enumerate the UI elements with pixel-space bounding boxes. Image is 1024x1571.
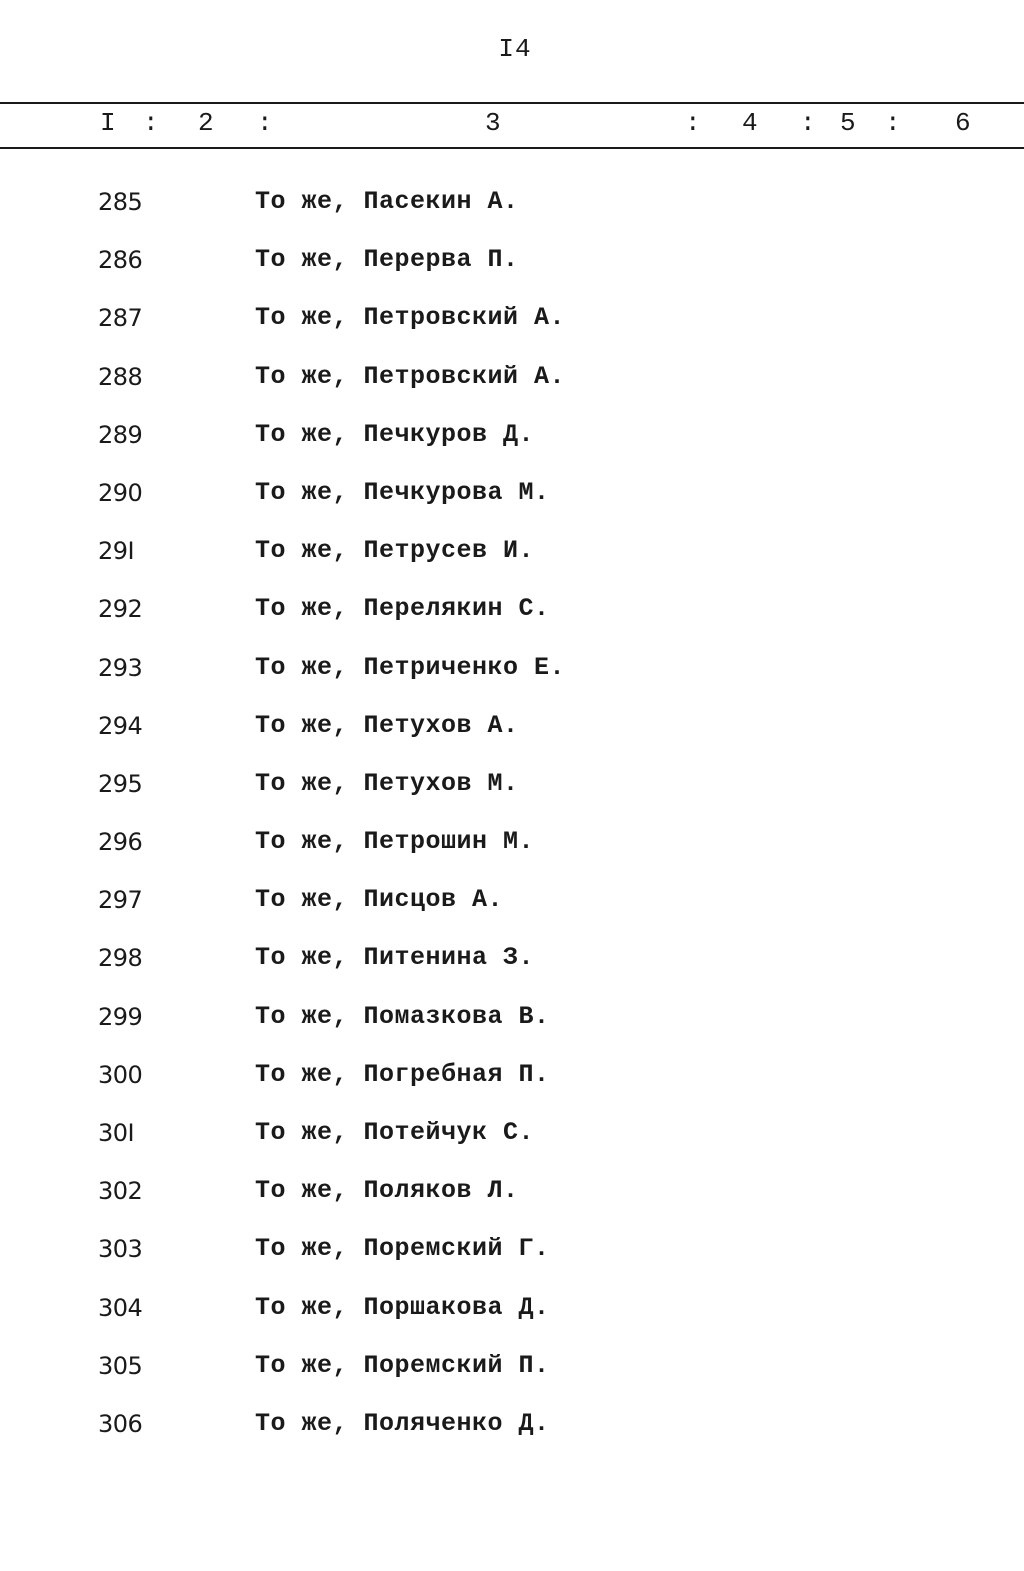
column-header-3: 3 — [485, 108, 501, 138]
row-description: То же, Питенина З. — [255, 943, 535, 973]
table-row — [0, 1113, 1024, 1171]
column-separator: : — [800, 108, 816, 138]
row-number: 306 — [98, 1409, 143, 1438]
table-row — [0, 648, 1024, 706]
table-row — [0, 473, 1024, 531]
column-header-2: 2 — [198, 108, 214, 138]
table-row — [0, 706, 1024, 764]
row-description: То же, Поремский Г. — [255, 1234, 550, 1264]
row-description: То же, Петухов А. — [255, 710, 519, 740]
table-row — [0, 822, 1024, 880]
column-separator: : — [143, 108, 159, 138]
table-body — [0, 182, 1024, 1462]
row-number: 286 — [98, 246, 143, 275]
row-number: 298 — [98, 944, 143, 973]
row-number: 290 — [98, 478, 143, 507]
table-row — [0, 1404, 1024, 1462]
row-number: 302 — [98, 1177, 143, 1206]
row-description: То же, Петровский А. — [255, 361, 566, 391]
row-number: 299 — [98, 1002, 143, 1031]
column-header-4: 4 — [742, 108, 758, 138]
table-row — [0, 182, 1024, 240]
row-number: 303 — [98, 1235, 143, 1264]
table-row — [0, 240, 1024, 298]
row-description: То же, Погребная П. — [255, 1059, 550, 1089]
table-row — [0, 357, 1024, 415]
table-header-top-rule — [0, 102, 1024, 104]
row-number: 300 — [98, 1060, 143, 1089]
row-number: 288 — [98, 362, 143, 391]
row-number: 305 — [98, 1351, 143, 1380]
row-number: 289 — [98, 420, 143, 449]
column-separator: : — [257, 108, 273, 138]
table-row — [0, 1229, 1024, 1287]
row-number: 297 — [98, 886, 143, 915]
page-number: I4 — [498, 34, 532, 64]
column-separator: : — [685, 108, 701, 138]
row-number: 295 — [98, 769, 143, 798]
table-row — [0, 938, 1024, 996]
row-number: 294 — [98, 711, 143, 740]
table-row — [0, 531, 1024, 589]
row-number: 292 — [98, 595, 143, 624]
row-number: 30I — [98, 1119, 135, 1147]
row-description: То же, Петрошин М. — [255, 827, 535, 857]
row-description: То же, Писцов А. — [255, 885, 504, 915]
table-row — [0, 298, 1024, 356]
row-number: 304 — [98, 1293, 143, 1322]
table-row — [0, 880, 1024, 938]
row-description: То же, Петровский А. — [255, 303, 566, 333]
row-description: То же, Петухов М. — [255, 768, 519, 798]
table-row — [0, 1346, 1024, 1404]
row-number: 29I — [98, 537, 135, 566]
row-description: То же, Петриченко Е. — [255, 652, 566, 682]
row-description: То же, Поремский П. — [255, 1350, 550, 1380]
column-header-6: 6 — [955, 108, 971, 138]
row-number: 296 — [98, 828, 143, 857]
table-row — [0, 589, 1024, 647]
row-description: То же, Перерва П. — [255, 245, 519, 275]
row-number: 293 — [98, 653, 143, 682]
table-row — [0, 1171, 1024, 1229]
row-number: 287 — [98, 304, 143, 333]
row-description: То же, Поляков Л. — [255, 1176, 519, 1206]
table-header-bottom-rule — [0, 147, 1024, 149]
table-row — [0, 997, 1024, 1055]
table-row — [0, 1288, 1024, 1346]
column-header-1: I — [100, 108, 116, 138]
row-description: То же, Поршакова Д. — [255, 1292, 550, 1322]
row-number: 285 — [98, 188, 143, 216]
table-row — [0, 415, 1024, 473]
row-description: То же, Поляченко Д. — [255, 1408, 550, 1438]
row-description: То же, Пасекин А. — [255, 187, 519, 216]
row-description: То же, Печкурова М. — [255, 477, 550, 507]
row-description: То же, Перелякин С. — [255, 594, 550, 624]
table-row — [0, 1055, 1024, 1113]
row-description: То же, Печкуров Д. — [255, 419, 535, 449]
column-separator: : — [885, 108, 901, 138]
column-header-5: 5 — [840, 108, 856, 138]
row-description: То же, Петрусев И. — [255, 536, 535, 566]
table-row — [0, 764, 1024, 822]
row-description: То же, Помазкова В. — [255, 1001, 550, 1031]
row-description: То же, Потейчук С. — [255, 1118, 535, 1147]
